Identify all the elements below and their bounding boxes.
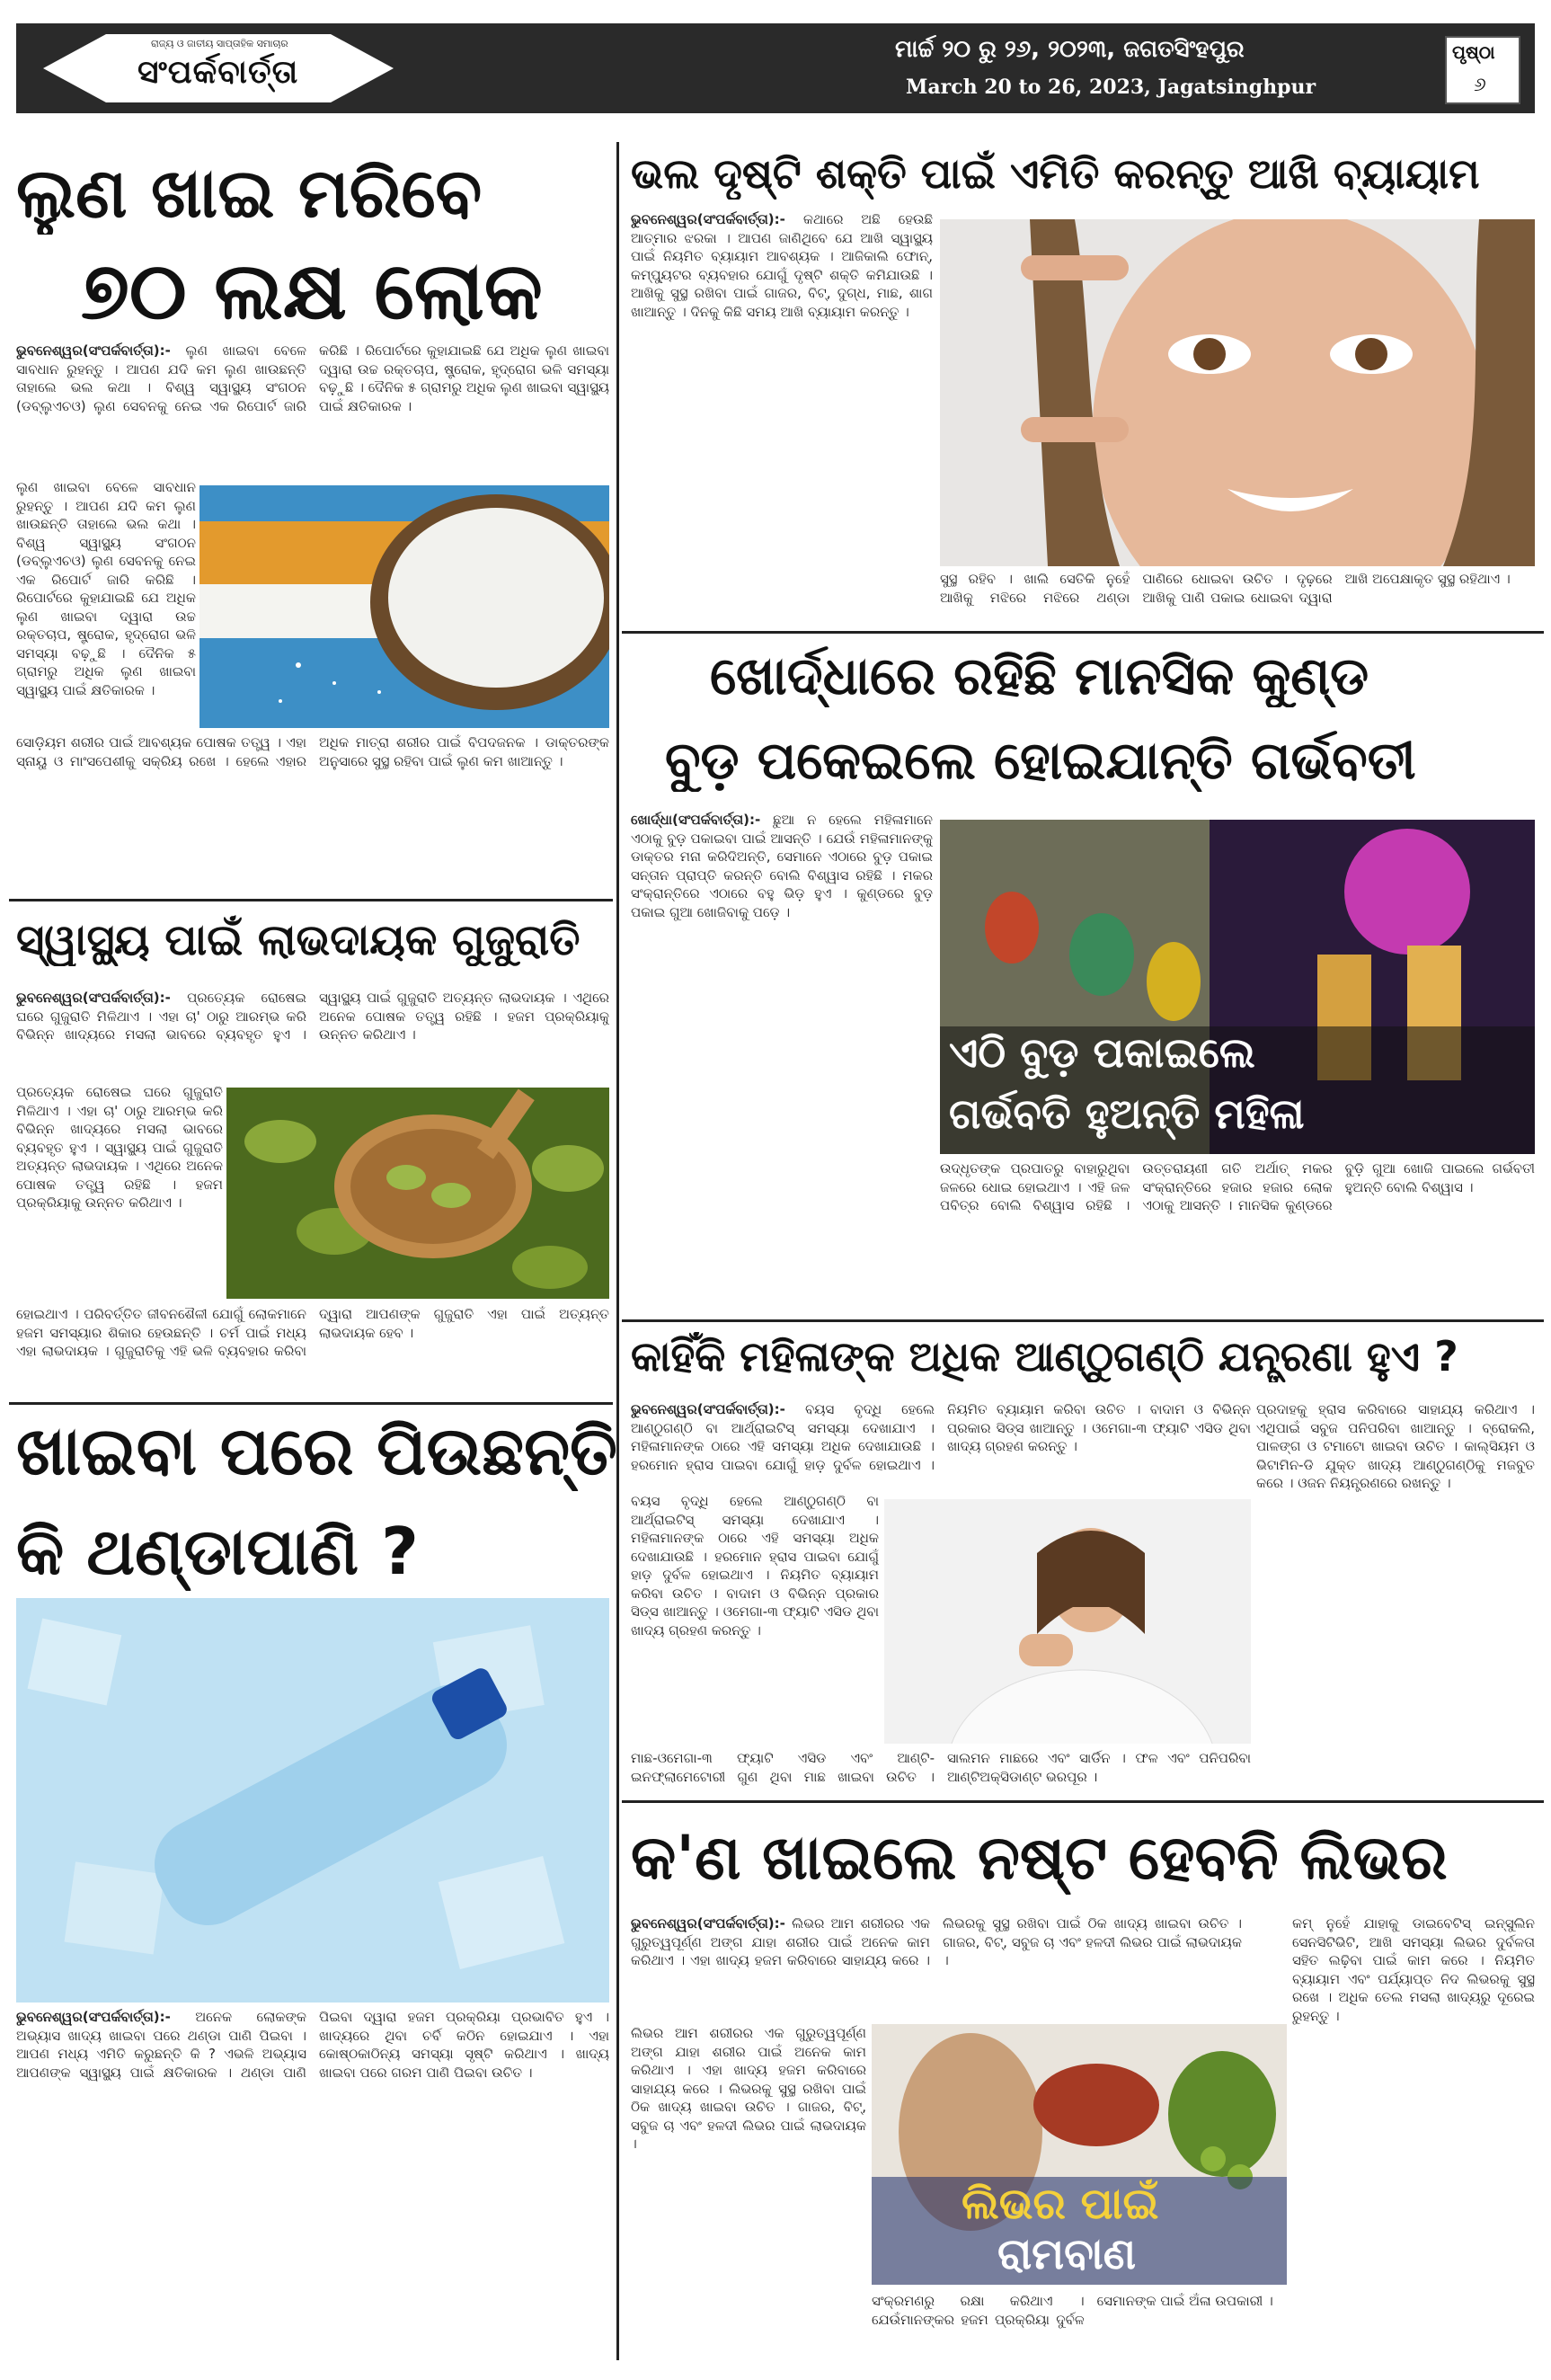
- women-text-side: ବୟସ ବୃଦ୍ଧି ହେଲେ ଆଣ୍ଠୁଗଣ୍ଠି ବା ଆର୍ଥ୍ରାଇଟିସ୍ ସମସ୍ୟା ଦେଖାଯାଏ । ମହିଳାମାନଙ୍କ ଠାରେ ଏହି ସମସ୍ୟା ଅଧିକ ଦେଖାଯାଉଛି । ହରମୋନ ହ୍ରାସ ପାଇବା ଯୋଗୁଁ ହାଡ଼ ଦୁର୍ବଳ ହୋଇଥାଏ । ନିୟମିତ ବ୍ୟାୟାମ କରିବା ଉଚିତ । ବାଦାମ ଓ ବିଭିନ୍ନ ପ୍ରକାର ସିଡ୍ସ ଖାଆନ୍ତୁ । ଓମେଗା-୩ ଫ୍ୟାଟି ଏସିଡ ଥିବା ଖାଦ୍ୟ ଗ୍ରହଣ କରନ୍ତୁ ।: [631, 1493, 879, 1638]
- section-divider: [9, 1402, 613, 1405]
- page-number-box: [1445, 36, 1520, 104]
- salt-headline-1: ଲୁଣ ଖାଇ ମରିବେ: [16, 153, 483, 233]
- section-divider: [9, 899, 613, 901]
- eyes-headline: ଭଲ ଦୃଷ୍ଟି ଶକ୍ତି ପାଇଁ ଏମିତି କରନ୍ତୁ ଆଖି ବ୍ୟାୟାମ: [631, 149, 1480, 198]
- mental-headline-2: ବୁଡ଼ ପକେଇଲେ ହୋଇଯାନ୍ତି ଗର୍ଭବତୀ: [665, 730, 1416, 791]
- gujurati-body-bottom: [16, 1305, 609, 1399]
- salt-photo: [199, 485, 609, 728]
- liver-byline: ଭୁବନେଶ୍ୱର(ସଂପର୍କବାର୍ତ୍ତା):-: [631, 1915, 785, 1932]
- gujurati-body-side: [16, 1083, 223, 1299]
- kunda-caption-1: ଏଠି ବୁଡ଼ ପକାଇଲେ: [949, 1028, 1255, 1077]
- mental-text-bottom: ଉଦ୍ଧୃତଙ୍କ ପ୍ରପାତରୁ ବାହାରୁଥିବା ଜଳରେ ଧୋଇ ହୋଇଥାଏ । ଏହି ଜଳ ପବିତ୍ର ବୋଲି ବିଶ୍ୱାସ ରହିଛି । ଉତ୍ତରାୟଣୀ ଗତି ଅର୍ଥାତ୍ ମକର ସଂକ୍ରାନ୍ତିରେ ହଜାର ହଜାର ଲୋକ ଏଠାକୁ ଆସନ୍ତି । ମାନସିକ କୁଣ୍ଡରେ ବୁଡ଼ି ଗୁଆ ଖୋଜି ପାଇଲେ ଗର୍ଭବତୀ ହୁଅନ୍ତି ବୋଲି ବିଶ୍ୱାସ ।: [940, 1160, 1535, 1213]
- section-divider: [622, 1800, 1544, 1803]
- section-divider: [622, 631, 1544, 634]
- cardamom-photo: [226, 1088, 609, 1299]
- liver-text-right: କମ୍ ନୁହେଁ ଯାହାକୁ ଡାଇବେଟିସ୍ ଇନ୍‌ସୁଲିନ ସେନସିଟିଭିଟି, ଆଖି ସମସ୍ୟା ଲିଭର ଦୁର୍ବଳତା ସହିତ ଲଢ଼ିବା ପାଇଁ କାମ କରେ । ନିୟମିତ ବ୍ୟାୟାମ ଏବଂ ପର୍ଯ୍ୟାପ୍ତ ନିଦ ଲିଭରକୁ ସୁସ୍ଥ ରଖେ । ଅଧିକ ତେଲ ମସଲା ଖାଦ୍ୟରୁ ଦୂରେଇ ରୁହନ୍ତୁ ।: [1292, 1915, 1535, 2024]
- column-divider: [616, 142, 619, 2360]
- salt-text-bottom: ସୋଡ଼ିୟମ ଶରୀର ପାଇଁ ଆବଶ୍ୟକ ପୋଷକ ତତ୍ତ୍ୱ । ଏହା ସ୍ନାୟୁ ଓ ମାଂସପେଶୀକୁ ସକ୍ରିୟ ରଖେ । ହେଲେ ଏହାର ଅଧିକ ମାତ୍ରା ଶରୀର ପାଇଁ ବିପଦଜନକ । ଡାକ୍ତରଙ୍କ ଅନୁସାରେ ସୁସ୍ଥ ରହିବା ପାଇଁ ଲୁଣ କମ ଖାଆନ୍ତୁ ।: [16, 734, 609, 769]
- liver-body-top: [631, 1914, 1242, 2022]
- women-body-side: [631, 1492, 879, 1789]
- mental-body: [631, 811, 933, 1161]
- liver-caption-1: ଲିଭର ପାଇଁ: [962, 2179, 1159, 2229]
- women-byline: ଭୁବନେଶ୍ୱର(ସଂପର୍କବାର୍ତ୍ତା):-: [631, 1401, 785, 1417]
- mental-byline: ଖୋର୍ଦ୍ଧା(ସଂପର୍କବାର୍ତ୍ତା):-: [631, 812, 761, 828]
- ice-bottle-photo: [16, 1598, 609, 2003]
- liver-text-bottom: ସଂକ୍ରମଣରୁ ରକ୍ଷା କରିଥାଏ । ଯେଉଁମାନଙ୍କର ହଜମ ପ୍ରକ୍ରିୟା ଦୁର୍ବଳ ସେମାନଙ୍କ ପାଇଁ ଅଁଳା ଉପକାରୀ ।: [872, 2293, 1273, 2328]
- masthead-name: ସଂପର୍କବାର୍ତ୍ତା: [137, 54, 299, 91]
- liver-text: ଲିଭର ଆମ ଶରୀରର ଏକ ଗୁରୁତ୍ୱପୂର୍ଣ୍ଣ ଅଙ୍ଗ ଯାହା ଶରୀର ପାଇଁ ଅନେକ କାମ କରିଥାଏ । ଏହା ଖାଦ୍ୟ ହଜମ କରିବାରେ ସାହାଯ୍ୟ କରେ । ଲିଭରକୁ ସୁସ୍ଥ ରଖିବା ପାଇଁ ଠିକ ଖାଦ୍ୟ ଖାଇବା ଉଚିତ । ଗାଜର, ବିଟ୍, ସବୁଜ ଚା ଏବଂ ହଳଦୀ ଲିଭର ପାଇଁ ଲାଭଦାୟକ ।: [631, 1915, 1242, 1968]
- coldwater-byline: ଭୁବନେଶ୍ୱର(ସଂପର୍କବାର୍ତ୍ତା):-: [16, 2009, 171, 2025]
- salt-text-side: ଲୁଣ ଖାଇବା ବେଳେ ସାବଧାନ ରୁହନ୍ତୁ । ଆପଣ ଯଦି କମ ଲୁଣ ଖାଉଛନ୍ତି ତାହାଲେ ଭଲ କଥା । ବିଶ୍ୱ ସ୍ୱାସ୍ଥ୍ୟ ସଂଗଠନ (ଡବ୍ଲୁଏଚଓ) ଲୁଣ ସେବନକୁ ନେଇ ଏକ ରିପୋର୍ଟ ଜାରି କରିଛି । ରିପୋର୍ଟରେ କୁହାଯାଇଛି ଯେ ଅଧିକ ଲୁଣ ଖାଇବା ଦ୍ୱାରା ଉଚ୍ଚ ରକ୍ତଚାପ, ଷ୍ଟ୍ରୋକ, ହୃଦ୍‌ରୋଗ ଭଳି ସମସ୍ୟା ବଢ଼ୁଛି । ଦୈନିକ ୫ ଗ୍ରାମରୁ ଅଧିକ ଲୁଣ ଖାଇବା ସ୍ୱାସ୍ଥ୍ୟ ପାଇଁ କ୍ଷତିକାରକ ।: [16, 479, 196, 698]
- liver-photo: [872, 2024, 1287, 2285]
- page-number: ୬: [1474, 74, 1486, 96]
- masthead: [16, 23, 1535, 113]
- salt-headline-2: ୭୦ ଲକ୍ଷ ଲୋକ: [81, 244, 543, 337]
- liver-body-bottom: [872, 2292, 1535, 2360]
- salt-body-side: [16, 478, 196, 730]
- shoulder-pain-photo: [884, 1499, 1251, 1744]
- coldwater-headline-2: କି ଥଣ୍ଡାପାଣି ?: [16, 1514, 419, 1589]
- coldwater-body: [16, 2008, 609, 2360]
- coldwater-text: ଅନେକ ଲୋକଙ୍କ ଅଭ୍ୟାସ ଖାଦ୍ୟ ଖାଇବା ପରେ ଥଣ୍ଡା ପାଣି ପିଇବା । ଆପଣ ମଧ୍ୟ ଏମିତି କରୁଛନ୍ତି କି ? ଏଭଳି ଅଭ୍ୟାସ ଆପଣଙ୍କ ସ୍ୱାସ୍ଥ୍ୟ ପାଇଁ କ୍ଷତିକାରକ । ଥଣ୍ଡା ପାଣି ପିଇବା ଦ୍ୱାରା ହଜମ ପ୍ରକ୍ରିୟା ପ୍ରଭାବିତ ହୁଏ । ଖାଦ୍ୟରେ ଥିବା ଚର୍ବି କଠିନ ହୋଇଯାଏ । ଏହା କୋଷ୍ଠକାଠିନ୍ୟ ସମସ୍ୟା ସୃଷ୍ଟି କରିଥାଏ । ଖାଦ୍ୟ ଖାଇବା ପରେ ଗରମ ପାଣି ପିଇବା ଉଚିତ ।: [16, 2009, 609, 2081]
- liver-headline: କ'ଣ ଖାଇଲେ ନଷ୍ଟ ହେବନି ଲିଭର: [631, 1823, 1448, 1894]
- gujurati-text-side: ପ୍ରତ୍ୟେକ ରୋଷେଇ ଘରେ ଗୁଜୁରାତି ମିଳିଥାଏ । ଏହା ଚା' ଠାରୁ ଆରମ୍ଭ କରି ବିଭିନ୍ନ ଖାଦ୍ୟରେ ମସଲା ଭାବରେ ବ୍ୟବହୃତ ହୁଏ । ସ୍ୱାସ୍ଥ୍ୟ ପାଇଁ ଗୁଜୁରାତି ଅତ୍ୟନ୍ତ ଲାଭଦାୟକ । ଏଥିରେ ଅନେକ ପୋଷକ ତତ୍ତ୍ୱ ରହିଛି । ହଜମ ପ୍ରକ୍ରିୟାକୁ ଉନ୍ନତ କରିଥାଏ ।: [16, 1084, 223, 1211]
- kunda-photo: [940, 820, 1535, 1154]
- masthead-logo: [43, 34, 394, 102]
- mental-body-bottom: [940, 1159, 1535, 1316]
- women-body-right: [1256, 1400, 1535, 1796]
- women-body-top: [631, 1400, 1251, 1490]
- eyes-body: [631, 210, 933, 584]
- salt-byline: ଭୁବନେଶ୍ୱର(ସଂପର୍କବାର୍ତ୍ତା):-: [16, 342, 171, 359]
- eyes-text-bottom: ସୁସ୍ଥ ରହିବ । ଖାଲି ସେତିକି ନୁହେଁ ଆଖିକୁ ମଝିରେ ମଝିରେ ଥଣ୍ଡା ପାଣିରେ ଧୋଇବା ଉଚିତ । ଦୃଢ଼ରେ ଆଖିକୁ ପାଣି ପକାଇ ଧୋଇବା ଦ୍ୱାରା ଆଖି ଅପେକ୍ଷାକୃତ ସୁସ୍ଥ ରହିଥାଏ ।: [940, 571, 1511, 606]
- salt-body-top: [16, 342, 609, 476]
- gujurati-headline: ସ୍ୱାସ୍ଥ୍ୟ ପାଇଁ ଲାଭଦାୟକ ଗୁଜୁରାତି: [16, 915, 581, 965]
- women-body-bottom: [631, 1749, 1251, 1798]
- gujurati-body-top: [16, 989, 609, 1079]
- date-english: March 20 to 26, 2023, Jagatsinghpur: [906, 75, 1316, 99]
- liver-caption-2: ରାମବାଣ: [997, 2229, 1137, 2279]
- section-divider: [622, 1319, 1544, 1322]
- salt-text: ଲୁଣ ଖାଇବା ବେଳେ ସାବଧାନ ରୁହନ୍ତୁ । ଆପଣ ଯଦି କମ ଲୁଣ ଖାଉଛନ୍ତି ତାହାଲେ ଭଲ କଥା । ବିଶ୍ୱ ସ୍ୱାସ୍ଥ୍ୟ ସଂଗଠନ (ଡବ୍ଲୁଏଚଓ) ଲୁଣ ସେବନକୁ ନେଇ ଏକ ରିପୋର୍ଟ ଜାରି କରିଛି । ରିପୋର୍ଟରେ କୁହାଯାଇଛି ଯେ ଅଧିକ ଲୁଣ ଖାଇବା ଦ୍ୱାରା ଉଚ୍ଚ ରକ୍ତଚାପ, ଷ୍ଟ୍ରୋକ, ହୃଦ୍‌ରୋଗ ଭଳି ସମସ୍ୟା ବଢ଼ୁଛି । ଦୈନିକ ୫ ଗ୍ରାମରୁ ଅଧିକ ଲୁଣ ଖାଇବା ସ୍ୱାସ୍ଥ୍ୟ ପାଇଁ କ୍ଷତିକାରକ ।: [16, 342, 609, 414]
- mental-text: ଛୁଆ ନ ହେଲେ ମହିଳାମାନେ ଏଠାକୁ ବୁଡ଼ ପକାଇବା ପାଇଁ ଆସନ୍ତି । ଯେଉଁ ମହିଳାମାନଙ୍କୁ ଡାକ୍ତର ମନା କରିଦିଅନ୍ତି, ସେମାନେ ଏଠାରେ ବୁଡ଼ ପକାଇ ସନ୍ତାନ ପ୍ରାପ୍ତି କରନ୍ତି ବୋଲି ବିଶ୍ୱାସ ରହିଛି । ମକର ସଂକ୍ରାନ୍ତିରେ ଏଠାରେ ବହୁ ଭିଡ଼ ହୁଏ । କୁଣ୍ଡରେ ବୁଡ଼ ପକାଇ ଗୁଆ ଖୋଜିବାକୁ ପଡ଼େ ।: [631, 812, 933, 920]
- date-odia: ମାର୍ଚ୍ଚ ୨୦ ରୁ ୨୬, ୨୦୨୩, ଜଗତସିଂହପୁର: [895, 36, 1245, 63]
- women-headline: କାହିଁକି ମହିଳାଙ୍କ ଅଧିକ ଆଣ୍ଠୁଗଣ୍ଠି ଯନ୍ତ୍ରଣା ହୁଏ ?: [631, 1332, 1458, 1381]
- gujurati-text-bottom: ହୋଇଥାଏ । ପରିବର୍ତ୍ତିତ ଜୀବନଶୈଳୀ ଯୋଗୁଁ ଲୋକମାନେ ହଜମ ସମସ୍ୟାର ଶିକାର ହେଉଛନ୍ତି । ଚର୍ମ ପାଇଁ ମଧ୍ୟ ଏହା ଲାଭଦାୟକ । ଗୁଜୁରାତିକୁ ଏହି ଭଳି ବ୍ୟବହାର କରିବା ଦ୍ୱାରା ଆପଣଙ୍କ ଗୁଜୁରାତି ଏହା ପାଇଁ ଅତ୍ୟନ୍ତ ଲାଭଦାୟକ ହେବ ।: [16, 1306, 609, 1359]
- women-text-right: ପ୍ରଦାହକୁ ହ୍ରାସ କରିବାରେ ସାହାଯ୍ୟ କରିଥାଏ । ଏଥିପାଇଁ ସବୁଜ ପନିପରିବା ଖାଆନ୍ତୁ । ବ୍ରୋକଲି, ପାଳଙ୍ଗ ଓ ଟମାଟୋ ଖାଇବା ଉଚିତ । କାଲ୍‌ସିୟମ ଓ ଭିଟାମିନ-ଡି ଯୁକ୍ତ ଖାଦ୍ୟ ଆଣ୍ଠୁଗଣ୍ଠିକୁ ମଜବୁତ କରେ । ଓଜନ ନିୟନ୍ତ୍ରଣରେ ରଖନ୍ତୁ ।: [1256, 1401, 1535, 1491]
- eyes-text: କଥାରେ ଅଛି ହେଉଛି ଆତ୍ମାର ଝରକା । ଆପଣ ଜାଣିଥିବେ ଯେ ଆଖି ସ୍ୱାସ୍ଥ୍ୟ ପାଇଁ ନିୟମିତ ବ୍ୟାୟାମ ଆବଶ୍ୟକ । ଆଜିକାଲି ଫୋନ୍, କମ୍ପ୍ୟୁଟର ବ୍ୟବହାର ଯୋଗୁଁ ଦୃଷ୍ଟି ଶକ୍ତି କମିଯାଉଛି । ଆଖିକୁ ସୁସ୍ଥ ରଖିବା ପାଇଁ ଗାଜର, ବିଟ୍, ଦୁଗ୍ଧ, ମାଛ, ଶାଗ ଖାଆନ୍ତୁ । ଦିନକୁ କିଛି ସମୟ ଆଖି ବ୍ୟାୟାମ କରନ୍ତୁ ।: [631, 211, 933, 320]
- liver-body-right: [1292, 1914, 1535, 2283]
- women-text: ବୟସ ବୃଦ୍ଧି ହେଲେ ଆଣ୍ଠୁଗଣ୍ଠି ବା ଆର୍ଥ୍ରାଇଟିସ୍ ସମସ୍ୟା ଦେଖାଯାଏ । ମହିଳାମାନଙ୍କ ଠାରେ ଏହି ସମସ୍ୟା ଅଧିକ ଦେଖାଯାଉଛି । ହରମୋନ ହ୍ରାସ ପାଇବା ଯୋଗୁଁ ହାଡ଼ ଦୁର୍ବଳ ହୋଇଥାଏ । ନିୟମିତ ବ୍ୟାୟାମ କରିବା ଉଚିତ । ବାଦାମ ଓ ବିଭିନ୍ନ ପ୍ରକାର ସିଡ୍ସ ଖାଆନ୍ତୁ । ଓମେଗା-୩ ଫ୍ୟାଟି ଏସିଡ ଥିବା ଖାଦ୍ୟ ଗ୍ରହଣ କରନ୍ତୁ ।: [631, 1401, 1251, 1473]
- page-label: ପୃଷ୍ଠା: [1452, 41, 1495, 63]
- women-text-bottom: ମାଛ-ଓମେଗା-୩ ଫ୍ୟାଟି ଏସିଡ ଏବଂ ଆଣ୍ଟି-ଇନଫ୍ଲାମେଟୋରୀ ଗୁଣ ଥିବା ମାଛ ଖାଇବା ଉଚିତ । ସାଲମନ ମାଛରେ ଏବଂ ସାର୍ଡିନ । ଫଳ ଏବଂ ପନିପରିବା ଆଣ୍ଟିଅକ୍ସିଡାଣ୍ଟ ଭରପୂର ।: [631, 1750, 1251, 1785]
- eyes-byline: ଭୁବନେଶ୍ୱର(ସଂପର୍କବାର୍ତ୍ତା):-: [631, 211, 785, 227]
- kunda-caption-2: ଗର୍ଭବତି ହୁଅନ୍ତି ମହିଳା: [949, 1089, 1305, 1138]
- woman-eye-photo: [940, 219, 1535, 566]
- coldwater-headline-1: ଖାଇବା ପରେ ପିଉଛନ୍ତି: [16, 1413, 617, 1490]
- mental-headline-1: ଖୋର୍ଦ୍ଧାରେ ରହିଛି ମାନସିକ କୁଣ୍ଡ: [710, 645, 1369, 706]
- liver-text-side: ଲିଭର ଆମ ଶରୀରର ଏକ ଗୁରୁତ୍ୱପୂର୍ଣ୍ଣ ଅଙ୍ଗ ଯାହା ଶରୀର ପାଇଁ ଅନେକ କାମ କରିଥାଏ । ଏହା ଖାଦ୍ୟ ହଜମ କରିବାରେ ସାହାଯ୍ୟ କରେ । ଲିଭରକୁ ସୁସ୍ଥ ରଖିବା ପାଇଁ ଠିକ ଖାଦ୍ୟ ଖାଇବା ଉଚିତ । ଗାଜର, ବିଟ୍, ସବୁଜ ଚା ଏବଂ ହଳଦୀ ଲିଭର ପାଇଁ ଲାଭଦାୟକ ।: [631, 2025, 866, 2152]
- eyes-body-bottom: [940, 570, 1535, 627]
- gujurati-text: ପ୍ରତ୍ୟେକ ରୋଷେଇ ଘରେ ଗୁଜୁରାତି ମିଳିଥାଏ । ଏହା ଚା' ଠାରୁ ଆରମ୍ଭ କରି ବିଭିନ୍ନ ଖାଦ୍ୟରେ ମସଲା ଭାବରେ ବ୍ୟବହୃତ ହୁଏ । ସ୍ୱାସ୍ଥ୍ୟ ପାଇଁ ଗୁଜୁରାତି ଅତ୍ୟନ୍ତ ଲାଭଦାୟକ । ଏଥିରେ ଅନେକ ପୋଷକ ତତ୍ତ୍ୱ ରହିଛି । ହଜମ ପ୍ରକ୍ରିୟାକୁ ଉନ୍ନତ କରିଥାଏ ।: [16, 990, 609, 1043]
- salt-body-bottom: [16, 733, 609, 895]
- masthead-tagline: ରାଜ୍ୟ ଓ ଜାତୀୟ ସାପ୍ତାହିକ ସମାଚାର: [151, 38, 288, 49]
- gujurati-byline: ଭୁବନେଶ୍ୱର(ସଂପର୍କବାର୍ତ୍ତା):-: [16, 990, 171, 1006]
- liver-body-side: [631, 2024, 866, 2360]
